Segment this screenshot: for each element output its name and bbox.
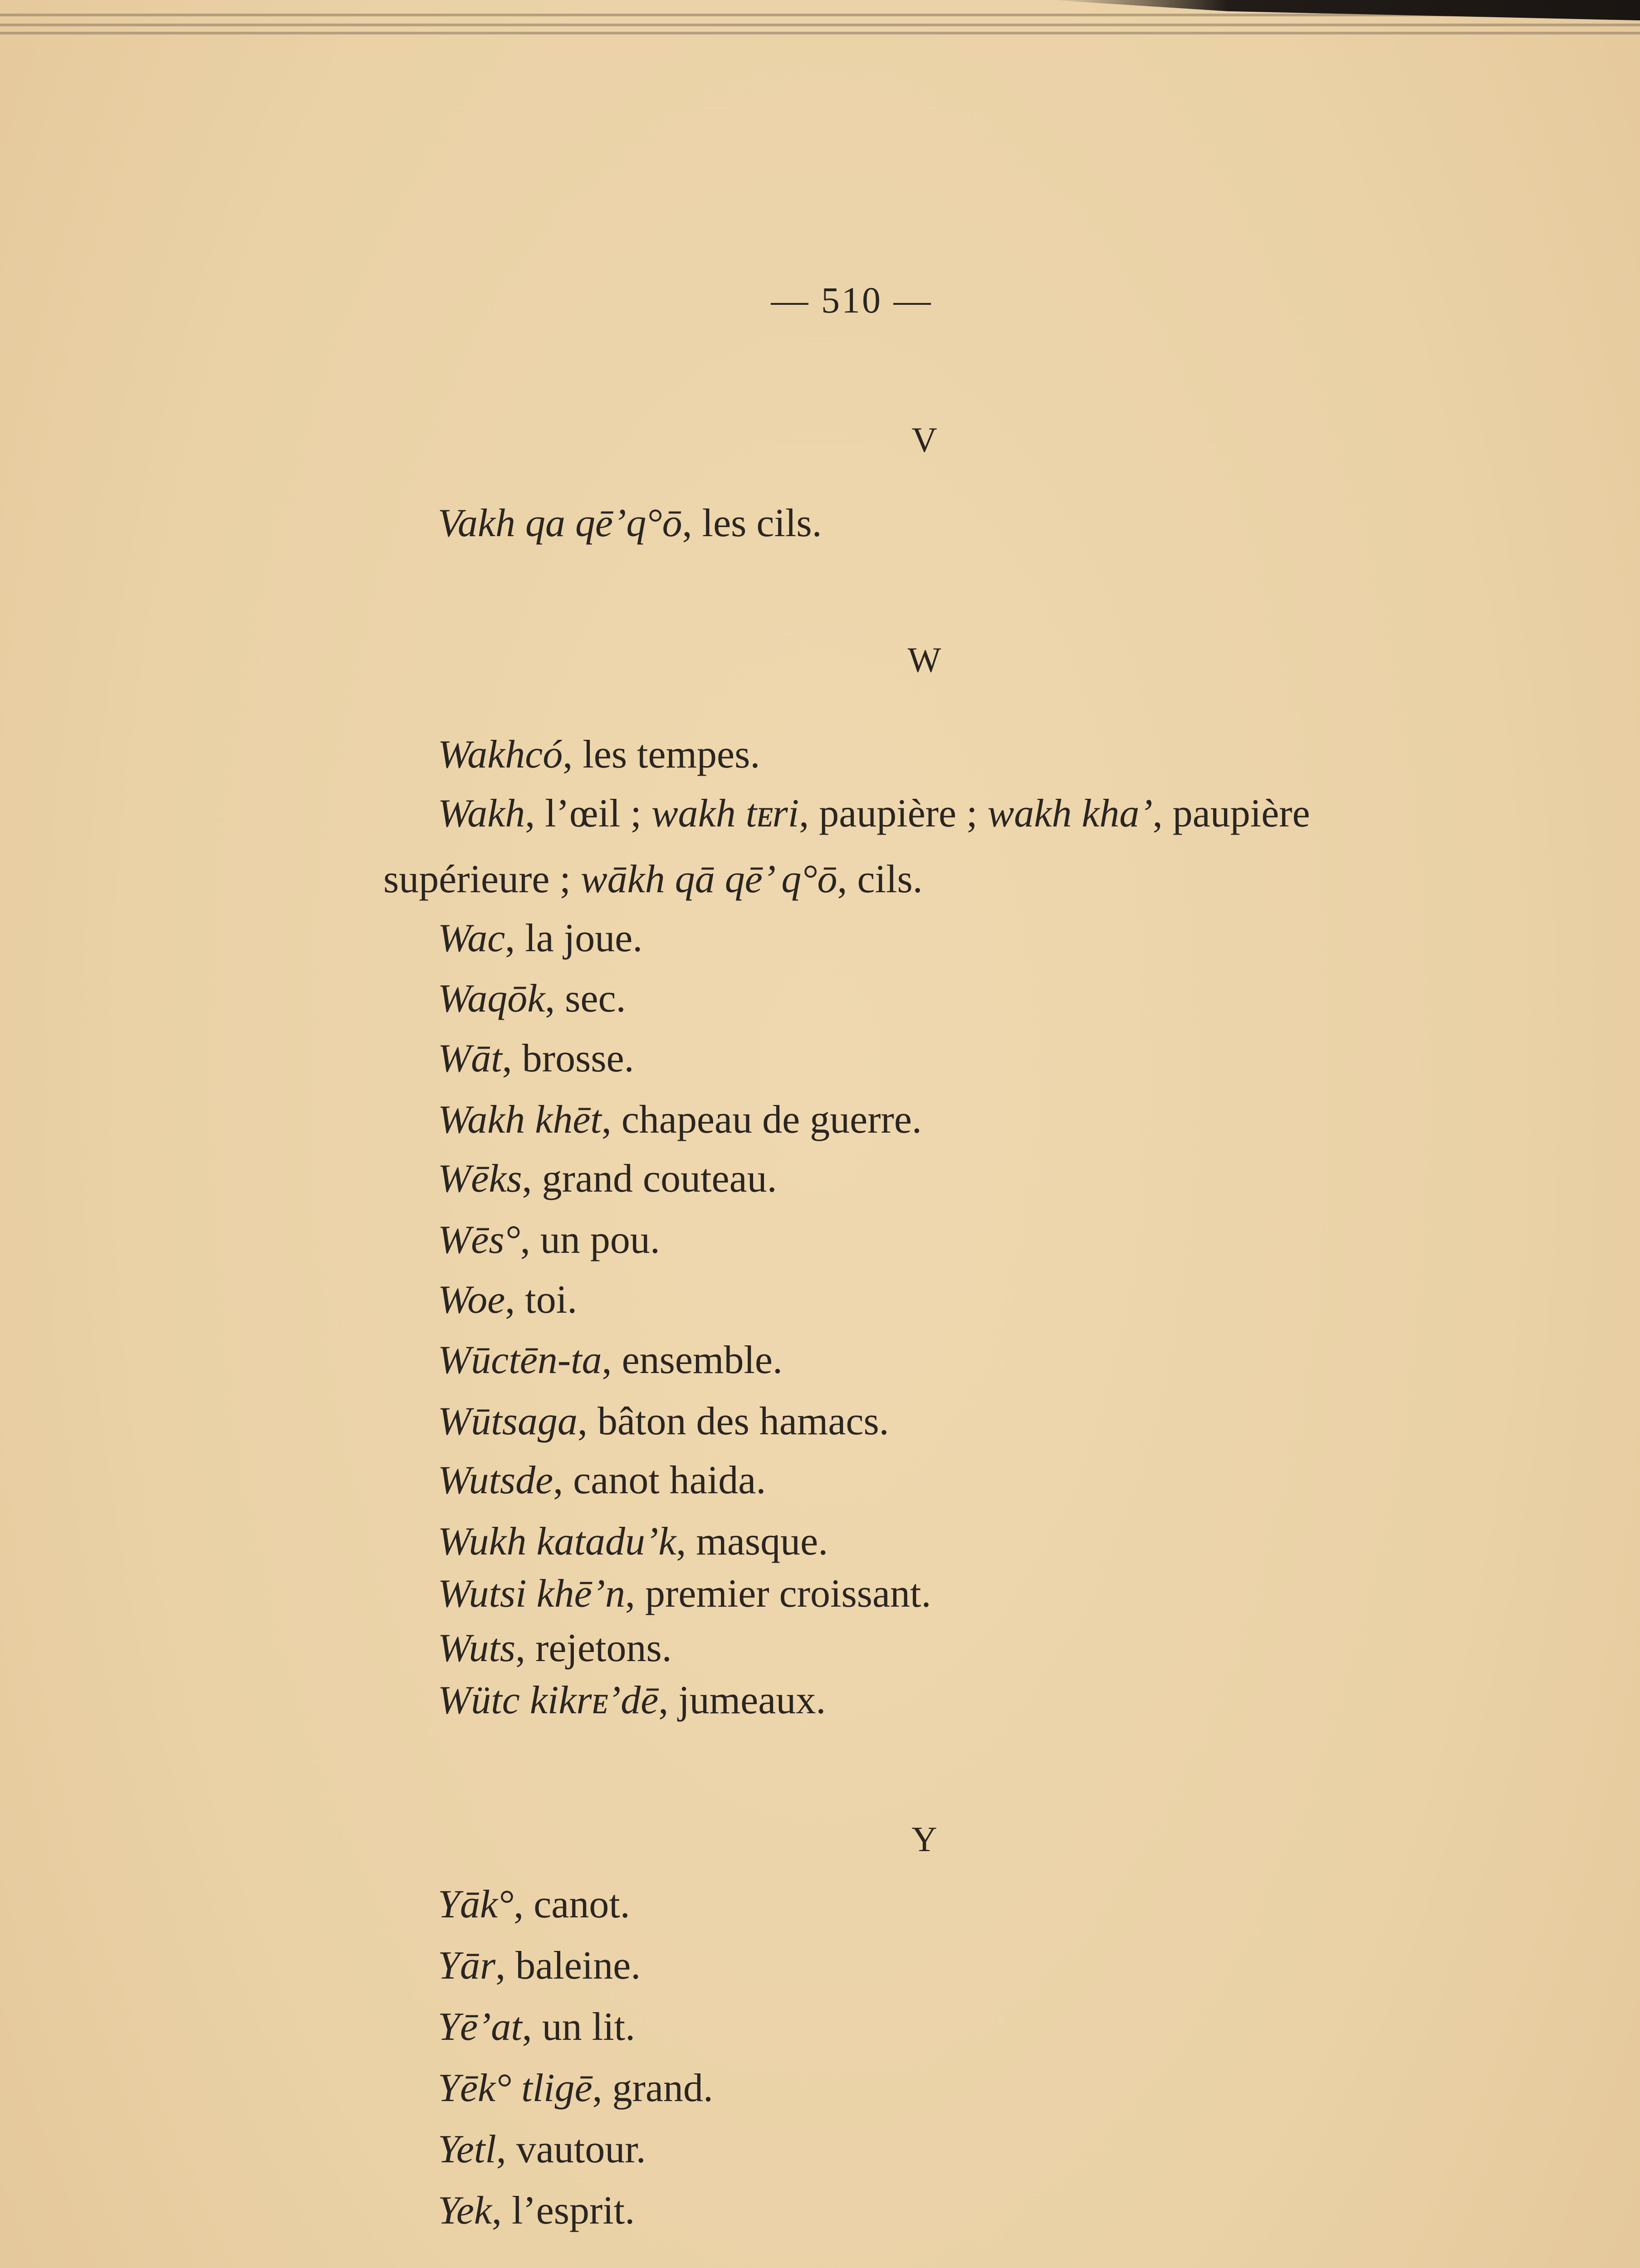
section-heading-w: W (907, 640, 941, 679)
entry-definition: ensemble. (622, 1338, 783, 1382)
entry-subterm: wakh tᴇri (651, 792, 799, 836)
entry-term: Yetl (438, 2127, 496, 2171)
entry: Wütc kikrᴇ’dē, jumeaux. (438, 1678, 826, 1722)
scanned-top-edge (0, 0, 1640, 41)
entry-definition: supérieure ; (383, 857, 581, 901)
entry: Wutsi khē’n, premier croissant. (438, 1572, 931, 1616)
entry-term: Waqōk (438, 977, 545, 1021)
entry-definition: toi. (525, 1278, 578, 1322)
entry-definition: vautour. (516, 2127, 646, 2171)
entry-definition: masque. (696, 1520, 828, 1564)
entry-definition: , paupière (1152, 792, 1310, 836)
entry: Yē’at, un lit. (438, 2005, 636, 2049)
entry: Wūctēn-ta, ensemble. (438, 1338, 783, 1382)
entry-definition: l’œil ; (545, 792, 651, 836)
entry-definition: un lit. (542, 2005, 636, 2049)
entry-definition: chapeau de guerre. (621, 1098, 922, 1142)
entry-term: Wutsde (438, 1458, 553, 1502)
entry: Yek, l’esprit. (438, 2189, 635, 2233)
entry-definition: baleine. (515, 1944, 641, 1988)
entry-definition: brosse. (522, 1036, 634, 1080)
entry-definition: grand. (612, 2066, 714, 2110)
entry-term: Wuts (438, 1626, 516, 1670)
entry-term: Yār (438, 1944, 496, 1988)
entry-term: Wakh khēt (438, 1098, 602, 1142)
entry-term: Woe (438, 1278, 505, 1322)
entry: Wēks, grand couteau. (438, 1157, 777, 1201)
entry-definition: jumeaux. (678, 1678, 826, 1722)
entry-definition: l’esprit. (511, 2189, 635, 2233)
entry: Woe, toi. (438, 1278, 578, 1322)
entry-term: Wēs° (438, 1218, 520, 1262)
entry-term: Wāt (438, 1036, 502, 1080)
entry: Wutsde, canot haida. (438, 1458, 766, 1502)
entry: Wakh khēt, chapeau de guerre. (438, 1098, 922, 1142)
entry-term: Wac (438, 916, 505, 960)
entry-definition: , paupière ; (799, 792, 988, 836)
edge-line (0, 32, 1640, 34)
entry-definition: canot. (534, 1882, 630, 1926)
entry-term: Yek (438, 2189, 492, 2233)
entry-term: Yē’at (438, 2005, 522, 2049)
entry-term: Vakh qa qē’q°ō (438, 501, 682, 545)
entry: Wakhcó, les tempes. (438, 733, 760, 777)
entry-term: Wēks (438, 1157, 522, 1201)
entry-term: Wūctēn-ta (438, 1338, 602, 1382)
entry-subterm: wakh kha’ (987, 792, 1153, 836)
entry-term: Wakh (438, 792, 525, 836)
entry-term: Wūtsaga (438, 1399, 578, 1443)
entry-term: Wakhcó (438, 733, 563, 777)
section-heading-v: V (911, 420, 937, 459)
entry-term: Wütc kikrᴇ’dē (438, 1678, 659, 1722)
section-heading-y: Y (911, 1819, 937, 1859)
entry-definition: un pou. (540, 1218, 660, 1262)
entry-term: Yēk° tligē (438, 2066, 592, 2110)
edge-shadow (1050, 0, 1640, 20)
entry: Waqōk, sec. (438, 977, 626, 1021)
entry: Wāt, brosse. (438, 1036, 634, 1080)
entry: Vakh qa qē’q°ō, les cils. (438, 501, 822, 545)
entry-definition: bâton des hamacs. (597, 1399, 889, 1443)
entry-definition: sec. (565, 977, 626, 1021)
entry-continuation (383, 857, 923, 901)
entry: Wukh katadu’k, masque. (438, 1520, 828, 1564)
entry: Wūtsaga, bâton des hamacs. (438, 1399, 889, 1443)
entry-term: Wukh katadu’k (438, 1520, 676, 1564)
entry-definition: premier croissant. (645, 1572, 931, 1616)
entry-definition: les cils. (702, 501, 822, 545)
entry-definition: grand couteau. (542, 1157, 777, 1201)
entry-subterm: wākh qā qē’ q°ō (580, 857, 837, 901)
entry: Yetl, vautour. (438, 2127, 646, 2171)
entry: Yēk° tligē, grand. (438, 2066, 714, 2110)
entry-term: Wutsi khē’n (438, 1572, 626, 1616)
entry: Yār, baleine. (438, 1944, 641, 1988)
entry: Wuts, rejetons. (438, 1626, 672, 1670)
entry-definition: canot haida. (573, 1458, 766, 1502)
edge-line (0, 24, 1640, 26)
entry-definition: la joue. (525, 916, 643, 960)
entry-definition: rejetons. (535, 1626, 672, 1670)
entry-term: Yāk° (438, 1882, 514, 1926)
entry: Wēs°, un pou. (438, 1218, 660, 1262)
entry: Wac, la joue. (438, 916, 643, 960)
entry-definition: les tempes. (583, 733, 760, 777)
entry: Yāk°, canot. (438, 1882, 630, 1926)
page-number: — 510 — (771, 279, 933, 321)
entry: Wakh, l’œil ; wakh tᴇri, paupière ; wakh kha’, paupière (438, 792, 1310, 836)
entry-definition: , cils. (837, 857, 923, 901)
